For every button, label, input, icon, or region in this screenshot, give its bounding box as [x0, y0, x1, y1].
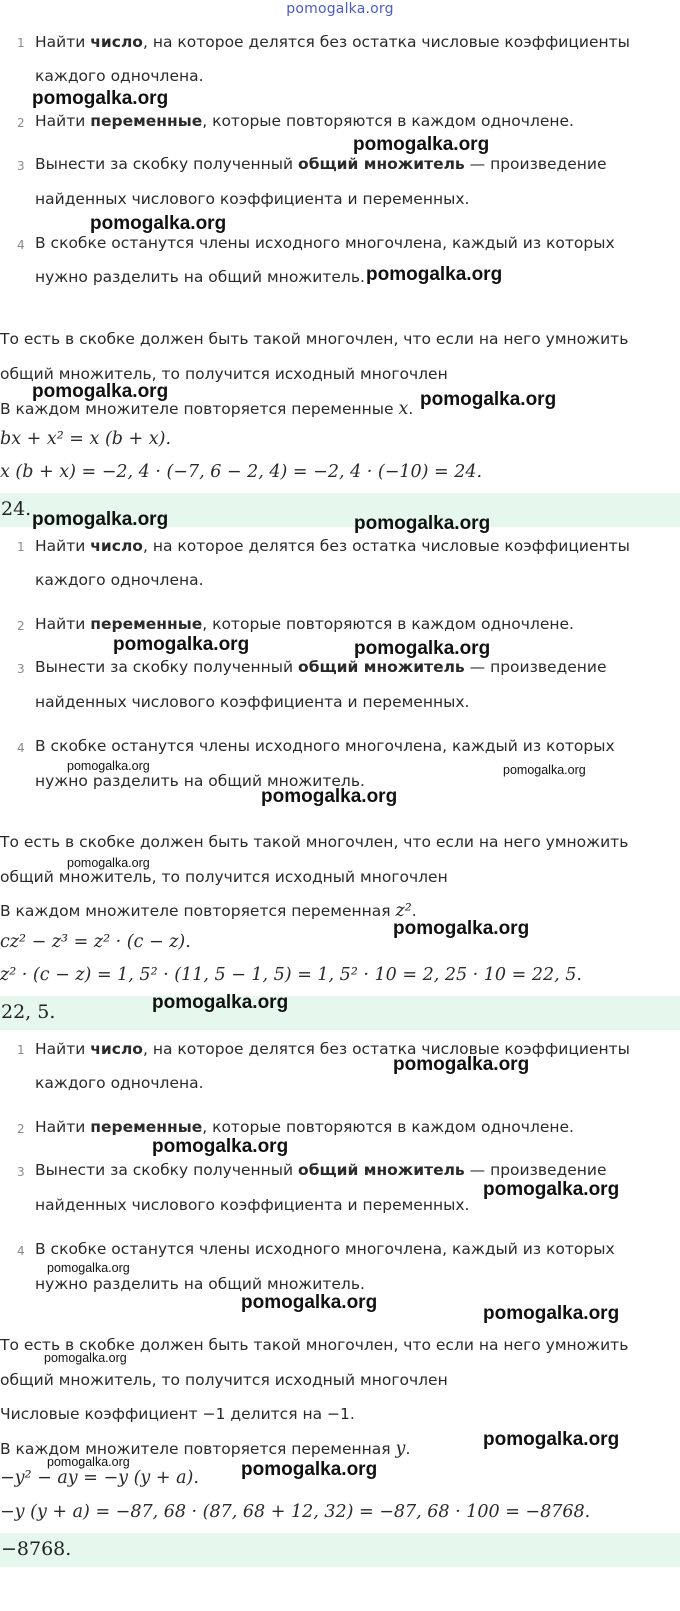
- step-2-text: Найти переменные, которые повторяются в каждом одночлене.: [35, 615, 574, 633]
- step-2-text: Найти переменные, которые повторяются в каждом одночлене.: [35, 112, 574, 130]
- step-1-text-cont: каждого одночлена.: [35, 67, 204, 85]
- step-number: 2: [17, 1122, 25, 1136]
- step-3-text-cont: найденных числового коэффициента и переменных.: [35, 693, 470, 711]
- step-number: 1: [17, 540, 25, 554]
- watermark: pomogalka.org: [261, 786, 398, 807]
- watermark: pomogalka.org: [354, 638, 491, 659]
- evaluation-equation: x (b + x) = −2, 4 · (−7, 6 − 2, 4) = −2, 4 · (−10) = 24.: [0, 462, 483, 482]
- watermark: pomogalka.org: [113, 634, 250, 655]
- step-number: 4: [17, 1244, 25, 1258]
- factoring-equation: −y² − ay = −y (y + a).: [0, 1468, 199, 1488]
- watermark: pomogalka.org: [483, 1303, 620, 1324]
- watermark: pomogalka.org: [420, 389, 557, 410]
- watermark: pomogalka.org: [366, 264, 503, 285]
- step-number: 1: [17, 1043, 25, 1057]
- watermark: pomogalka.org: [44, 1351, 127, 1365]
- step-1-text: Найти число, на которое делятся без остатка числовые коэффициенты: [35, 1040, 630, 1058]
- answer-box: [0, 996, 680, 1030]
- step-1-text: Найти число, на которое делятся без остатка числовые коэффициенты: [35, 537, 630, 555]
- watermark: pomogalka.org: [152, 992, 289, 1013]
- step-number: 2: [17, 619, 25, 633]
- watermark: pomogalka.org: [47, 1455, 130, 1469]
- watermark: pomogalka.org: [353, 134, 490, 155]
- explanation-text: То есть в скобке должен быть такой многочлен, что если на него умножить: [0, 330, 629, 348]
- coefficient-text: Числовые коэффициент −1 делится на −1.: [0, 1405, 355, 1423]
- step-1-text-cont: каждого одночлена.: [35, 1074, 204, 1092]
- step-4-text-cont: нужно разделить на общий множитель.: [35, 1275, 365, 1293]
- step-4-text-cont: нужно разделить на общий множитель.: [35, 772, 365, 790]
- factoring-equation: cz² − z³ = z² · (c − z).: [0, 932, 191, 952]
- site-header-link[interactable]: pomogalka.org: [286, 1, 394, 17]
- step-number: 4: [17, 741, 25, 755]
- step-3-text: Вынести за скобку полученный общий множитель — произведение: [35, 658, 607, 676]
- step-number: 1: [17, 36, 25, 50]
- step-number: 3: [17, 1165, 25, 1179]
- repeated-variable-text: В каждом множителе повторяется переменная y.: [0, 1439, 411, 1459]
- factoring-equation: bx + x² = x (b + x).: [0, 429, 172, 449]
- step-4-text: В скобке останутся члены исходного многочлена, каждый из которых: [35, 1240, 615, 1258]
- explanation-text-cont: общий множитель, то получится исходный многочлен: [0, 868, 448, 886]
- watermark: pomogalka.org: [32, 381, 169, 402]
- step-2-text: Найти переменные, которые повторяются в каждом одночлене.: [35, 1118, 574, 1136]
- watermark: pomogalka.org: [503, 763, 586, 777]
- step-3-text: Вынести за скобку полученный общий множитель — произведение: [35, 1161, 607, 1179]
- watermark: pomogalka.org: [67, 856, 150, 870]
- explanation-text-cont: общий множитель, то получится исходный многочлен: [0, 365, 448, 383]
- watermark: pomogalka.org: [393, 1054, 530, 1075]
- step-number: 3: [17, 159, 25, 173]
- step-number: 2: [17, 116, 25, 130]
- answer-box: [0, 1533, 680, 1567]
- watermark: pomogalka.org: [152, 1136, 289, 1157]
- step-1-text-cont: каждого одночлена.: [35, 571, 204, 589]
- watermark: pomogalka.org: [483, 1179, 620, 1200]
- explanation-text: То есть в скобке должен быть такой многочлен, что если на него умножить: [0, 1336, 629, 1354]
- step-4-text-cont: нужно разделить на общий множитель.: [35, 268, 365, 286]
- step-3-text-cont: найденных числового коэффициента и переменных.: [35, 190, 470, 208]
- step-1-text: Найти число, на которое делятся без остатка числовые коэффициенты: [35, 33, 630, 51]
- watermark: pomogalka.org: [241, 1292, 378, 1313]
- explanation-text-cont: общий множитель, то получится исходный многочлен: [0, 1371, 448, 1389]
- evaluation-equation: z² · (c − z) = 1, 5² · (11, 5 − 1, 5) = 1, 5² · 10 = 2, 25 · 10 = 22, 5.: [0, 965, 582, 985]
- watermark: pomogalka.org: [90, 213, 227, 234]
- step-4-text: В скобке останутся члены исходного многочлена, каждый из которых: [35, 234, 615, 252]
- step-3-text: Вынести за скобку полученный общий множитель — произведение: [35, 155, 607, 173]
- answer-value: 24.: [1, 498, 32, 520]
- watermark: pomogalka.org: [483, 1429, 620, 1450]
- evaluation-equation: −y (y + a) = −87, 68 · (87, 68 + 12, 32) = −87, 68 · 100 = −8768.: [0, 1502, 591, 1522]
- answer-value: 22, 5.: [1, 1001, 56, 1023]
- repeated-variable-text: В каждом множителе повторяется переменные x.: [0, 399, 414, 419]
- step-number: 4: [17, 238, 25, 252]
- watermark: pomogalka.org: [32, 88, 169, 109]
- watermark: pomogalka.org: [47, 1261, 130, 1275]
- watermark: pomogalka.org: [354, 513, 491, 534]
- step-3-text-cont: найденных числового коэффициента и переменных.: [35, 1196, 470, 1214]
- step-number: 3: [17, 662, 25, 676]
- watermark: pomogalka.org: [393, 918, 530, 939]
- step-4-text: В скобке останутся члены исходного многочлена, каждый из которых: [35, 737, 615, 755]
- watermark: pomogalka.org: [67, 759, 150, 773]
- explanation-text: То есть в скобке должен быть такой многочлен, что если на него умножить: [0, 833, 629, 851]
- watermark: pomogalka.org: [241, 1459, 378, 1480]
- watermark: pomogalka.org: [32, 509, 169, 530]
- repeated-variable-text: В каждом множителе повторяется переменная z².: [0, 901, 417, 921]
- answer-value: −8768.: [1, 1538, 72, 1560]
